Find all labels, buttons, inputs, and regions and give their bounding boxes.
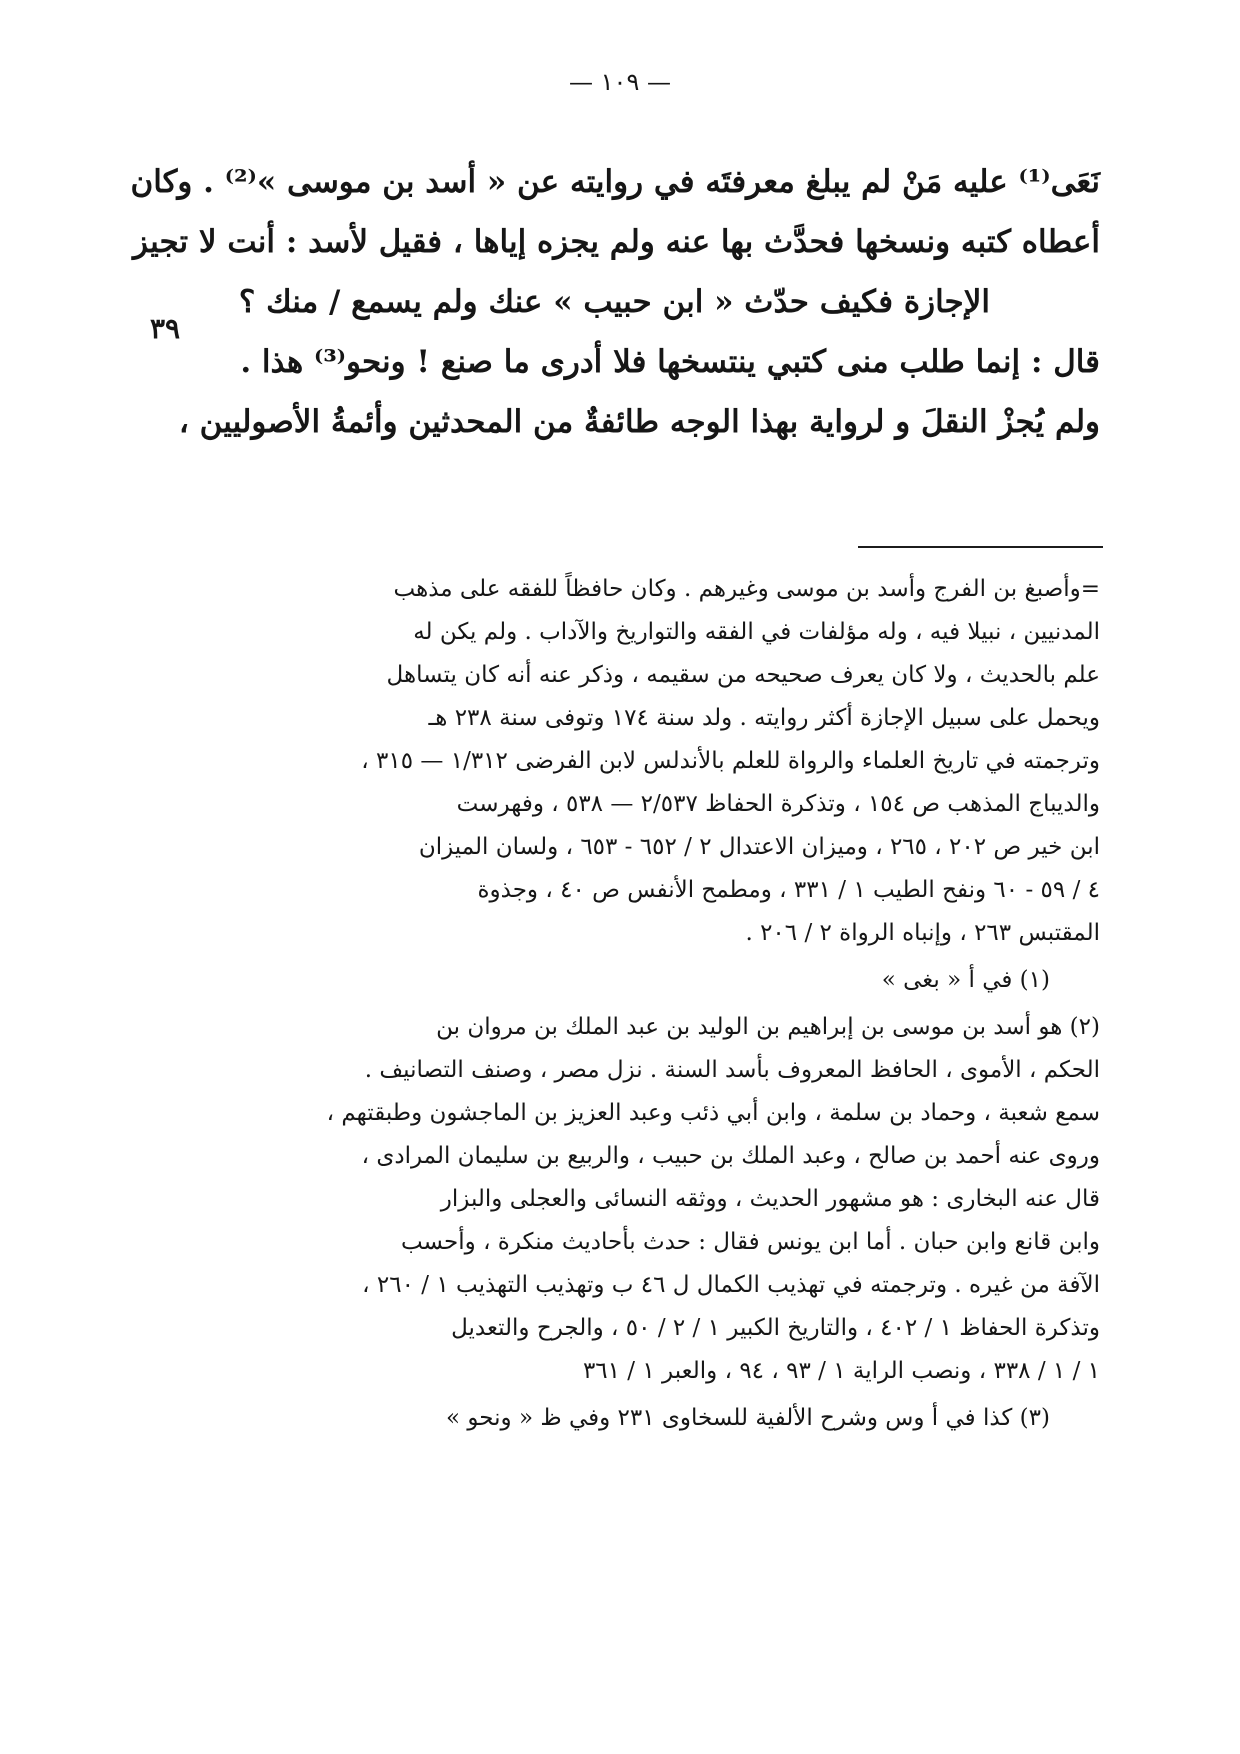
footnote-1 — [265, 959, 1100, 1002]
footnotes-section — [265, 568, 1100, 1444]
main-text-line: قال : إنما طلب منى كتبي ينتسخها فلا أدرى ما صنع ! ونحو⁽³⁾ هذا . — [240, 344, 1100, 380]
footnote-3 — [265, 1397, 1100, 1440]
footnote-line: الآفة من غيره . وترجمته في تهذيب الكمال ل ٤٦ ب وتهذيب التهذيب ١ / ٢٦٠ ، — [362, 1272, 1100, 1298]
footnote-line: المقتبس ٢٦٣ ، وإنباه الرواة ٢ / ٢٠٦ . — [745, 920, 1100, 946]
footnote-line: ابن خير ص ٢٠٢ ، ٢٦٥ ، وميزان الاعتدال ٢ / ٦٥٢ - ٦٥٣ ، ولسان الميزان — [418, 834, 1100, 860]
footnote-line: وروى عنه أحمد بن صالح ، وعبد الملك بن حبيب ، والربيع بن سليمان المرادى ، — [361, 1143, 1100, 1169]
footnote-line: قال عنه البخارى : هو مشهور الحديث ، ووثقه النسائى والعجلى والبزار — [440, 1186, 1100, 1212]
page-number-header: — ١٠٩ — — [569, 68, 671, 96]
margin-page-reference: ٣٩ — [150, 312, 181, 345]
footnote-line: الحكم ، الأموى ، الحافظ المعروف بأسد السنة . نزل مصر ، وصنف التصانيف . — [364, 1057, 1100, 1083]
footnote-line: سمع شعبة ، وحماد بن سلمة ، وابن أبي ذئب وعبد العزيز بن الماجشون وطبقتهم ، — [326, 1100, 1100, 1126]
footnote-line: المدنيين ، نبيلا فيه ، وله مؤلفات في الفقه والتواريخ والآداب . ولم يكن له — [413, 619, 1100, 645]
footnote-line: (٣) كذا في أ وس وشرح الألفية للسخاوى ٢٣١ وفي ظ « ونحو » — [446, 1405, 1050, 1431]
footnote-line: ويحمل على سبيل الإجازة أكثر روايته . ولد سنة ١٧٤ وتوفى سنة ٢٣٨ هـ — [428, 705, 1100, 731]
footnote-continuation — [265, 568, 1100, 955]
footnote-line: وابن قانع وابن حبان . أما ابن يونس فقال : حدث بأحاديث منكرة ، وأحسب — [400, 1229, 1100, 1255]
main-text-line: نَعَى⁽¹⁾ عليه مَنْ لم يبلغ معرفتَه في روايته عن « أسد بن موسى »⁽²⁾ . وكان — [130, 164, 1100, 200]
footnote-line: علم بالحديث ، ولا كان يعرف صحيحه من سقيمه ، وذكر عنه أنه كان يتساهل — [386, 662, 1100, 688]
footnote-line: والديباج المذهب ص ١٥٤ ، وتذكرة الحفاظ ٢/٥٣٧ — ٥٣٨ ، وفهرست — [456, 791, 1100, 817]
main-text-line: الإجازة فكيف حدّث « ابن حبيب » عنك ولم يسمع / منك ؟ — [238, 284, 990, 320]
footnote-line: ٤ / ٥٩ - ٦٠ ونفح الطيب ١ / ٣٣١ ، ومطمح الأنفس ص ٤٠ ، وجذوة — [477, 877, 1100, 903]
main-text-line: أعطاه كتبه ونسخها فحدَّث بها عنه ولم يجزه إياها ، فقيل لأسد : أنت لا تجيز — [133, 224, 1100, 260]
footnote-2 — [265, 1006, 1100, 1393]
footnote-line: (٢) هو أسد بن موسى بن إبراهيم بن الوليد بن عبد الملك بن مروان بن — [436, 1014, 1100, 1040]
footnote-line: (١) في أ « بغى » — [881, 967, 1050, 993]
footnote-line: وتذكرة الحفاظ ١ / ٤٠٢ ، والتاريخ الكبير ١ / ٢ / ٥٠ ، والجرح والتعديل — [451, 1315, 1100, 1341]
main-text-line: ولم يُجزْ النقلَ و لرواية بهذا الوجه طائفةٌ من المحدثين وأئمةُ الأصوليين ، — [178, 404, 1100, 440]
footnote-line: وترجمته في تاريخ العلماء والرواة للعلم بالأندلس لابن الفرضى ١/٣١٢ — ٣١٥ ، — [361, 748, 1100, 774]
footnote-separator — [858, 546, 1103, 548]
footnote-line: =وأصبغ بن الفرج وأسد بن موسى وغيرهم . وكان حافظاً للفقه على مذهب — [393, 576, 1100, 602]
footnote-line: ١ / ١ / ٣٣٨ ، ونصب الراية ١ / ٩٣ ، ٩٤ ، والعبر ١ / ٣٦١ — [582, 1358, 1100, 1384]
